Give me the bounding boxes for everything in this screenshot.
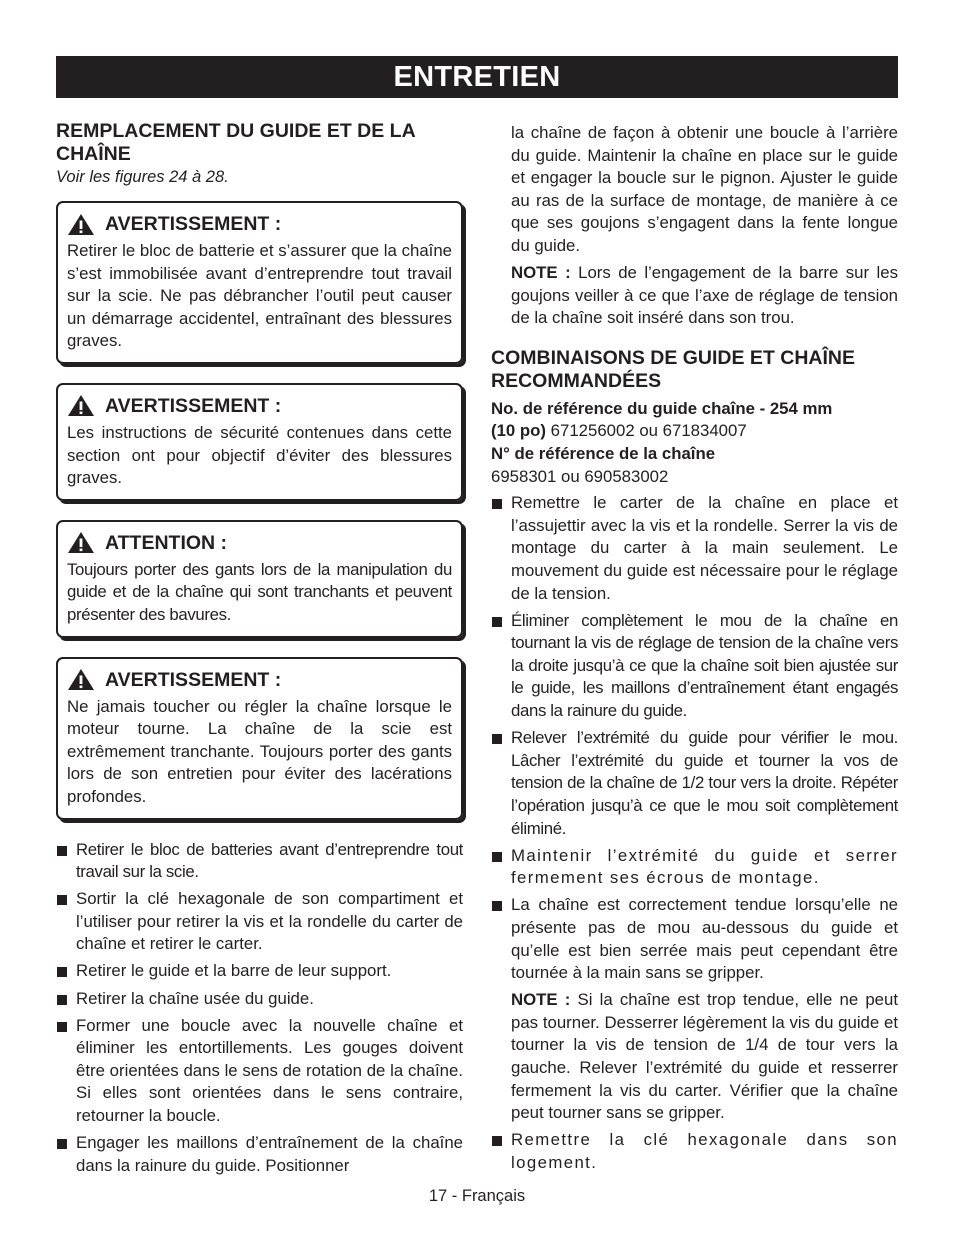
warning-text: Retirer le bloc de batterie et s’assurer que la chaîne s’est immobilisée avant d’entreprendre tout travail sur la scie. Ne pas débrancher l’outil peut causer un démarrage accidentel, entraînant des blessures graves. xyxy=(67,241,452,351)
list-item: Éliminer complètement le mou de la chaîne en tournant la vis de réglage de tension de la chaîne vers la droite jusqu’à ce que la chaîne soit bien ajustée sur le guide, les maillons d’entraînement étant engagés dans la rainure du guide. xyxy=(491,610,898,723)
caution-box xyxy=(56,520,463,638)
right-steps-list xyxy=(491,492,898,984)
warning-title: AVERTISSEMENT : xyxy=(105,213,282,235)
figure-reference: Voir les figures 24 à 28. xyxy=(56,168,229,186)
list-item: Former une boucle avec la nouvelle chaîne et éliminer les entortillements. Les gouges doivent être orientées dans le sens de rotation de la chaîne. Si elles sont orientées dans le sens contraire, retourner la boucle. xyxy=(56,1015,463,1128)
warning-box-3 xyxy=(56,657,463,820)
list-item: Engager les maillons d’entraînement de la chaîne dans la rainure du guide. Positionner xyxy=(56,1132,463,1177)
right-column xyxy=(491,122,898,1179)
caution-text: Toujours porter des gants lors de la manipulation du guide et de la chaîne qui sont tranchants et peuvent présenter des bavures. xyxy=(67,559,452,624)
guide-part-label: No. de référence du guide chaîne - 254 mm xyxy=(491,398,833,418)
list-item: Retirer le bloc de batteries avant d’entreprendre tout travail sur la scie. xyxy=(56,839,463,884)
list-item: Remettre le carter de la chaîne en place et l’assujettir avec la vis et la rondelle. Serrer la vis de montage du carter à la main seulement. Le mouvement du guide est nécessaire pour le réglage de la tension. xyxy=(491,492,898,605)
warning-triangle-icon xyxy=(67,531,95,554)
list-item: Relever l’extrémité du guide pour vérifier le mou. Lâcher l’extrémité du guide et tourner la vos de tension de la chaîne de 1/2 tour vers la droite. Répéter l’opération jusqu’à ce que le mou soit complètement éliminé. xyxy=(491,727,898,840)
warning-text: Les instructions de sécurité contenues dans cette section ont pour objectif d’éviter des blessures graves. xyxy=(67,422,452,488)
warning-box-2 xyxy=(56,383,463,501)
warning-triangle-icon xyxy=(67,394,95,417)
warning-title: AVERTISSEMENT : xyxy=(105,668,282,691)
heading-replacement: REMPLACEMENT DU GUIDE ET DE LA CHAÎNE xyxy=(56,120,415,165)
part-numbers xyxy=(491,398,898,488)
continued-step-text: la chaîne de façon à obtenir une boucle à l’arrière du guide. Maintenir la chaîne en place sur le guide et engager la boucle sur le pignon. Ajuster le guide au ras de la surface de montage, de manière à ce que ses goujons s’engagent dans la fente longue du guide. xyxy=(511,123,898,255)
list-item: Retirer le guide et la barre de leur support. xyxy=(56,960,463,983)
note-label: NOTE : xyxy=(511,990,571,1010)
section-banner xyxy=(56,56,898,98)
warning-box-1 xyxy=(56,201,463,364)
guide-part-values: (10 po) 671256002 ou 671834007 xyxy=(491,421,747,441)
note-paragraph xyxy=(491,262,898,330)
left-steps-list xyxy=(56,839,463,1178)
list-item: La chaîne est correctement tendue lorsqu’elle ne présente pas de mou au-dessous du guide et qu’elle est bien serrée mais peut cependant être tournée à la main sans se gripper. xyxy=(491,894,898,984)
note-paragraph xyxy=(491,989,898,1125)
warning-title: AVERTISSEMENT : xyxy=(105,394,282,417)
chain-part-label: N° de référence de la chaîne xyxy=(491,444,716,464)
right-final-step xyxy=(491,1129,898,1174)
warning-triangle-icon xyxy=(67,213,95,236)
note-label: NOTE : xyxy=(511,263,571,283)
section-title: ENTRETIEN xyxy=(393,61,561,93)
list-item: Maintenir l’extrémité du guide et serrer fermement ses écrous de montage. xyxy=(491,845,898,890)
caution-title: ATTENTION : xyxy=(105,531,228,554)
list-item: Sortir la clé hexagonale de son compartiment et l’utiliser pour retirer la vis et la rondelle du carter de chaîne et retirer le carter. xyxy=(56,888,463,956)
warning-text: Ne jamais toucher ou régler la chaîne lorsque le moteur tourne. La chaîne de la scie est extrêmement tranchante. Toujours porter des gants lors de son entretien pour éviter des lacérations profondes. xyxy=(67,696,452,806)
left-column xyxy=(56,120,463,1182)
note-text: Lors de l’engagement de la barre sur les goujons veiller à ce que l’axe de réglage de tension de la chaîne soit inséré dans son trou. xyxy=(511,263,898,328)
page-number: 17 - Français xyxy=(428,1187,526,1205)
note-text: Si la chaîne est trop tendue, elle ne peut pas tourner. Desserrer légèrement la vis du guide et tourner la vis de tension de 1/4 de tour vers la gauche. Relever l’extrémité du guide et resserrer fermement la vis du carter. Vérifier que la chaîne peut tourner sans se gripper. xyxy=(511,990,898,1123)
chain-part-values: 6958301 ou 690583002 xyxy=(491,466,669,486)
warning-triangle-icon xyxy=(67,668,95,691)
list-item: Remettre la clé hexagonale dans son logement. xyxy=(491,1129,898,1174)
page-footer xyxy=(0,1185,954,1207)
heading-combinations: COMBINAISONS DE GUIDE ET CHAÎNE RECOMMANDÉES xyxy=(491,346,856,392)
list-item: Retirer la chaîne usée du guide. xyxy=(56,988,463,1011)
